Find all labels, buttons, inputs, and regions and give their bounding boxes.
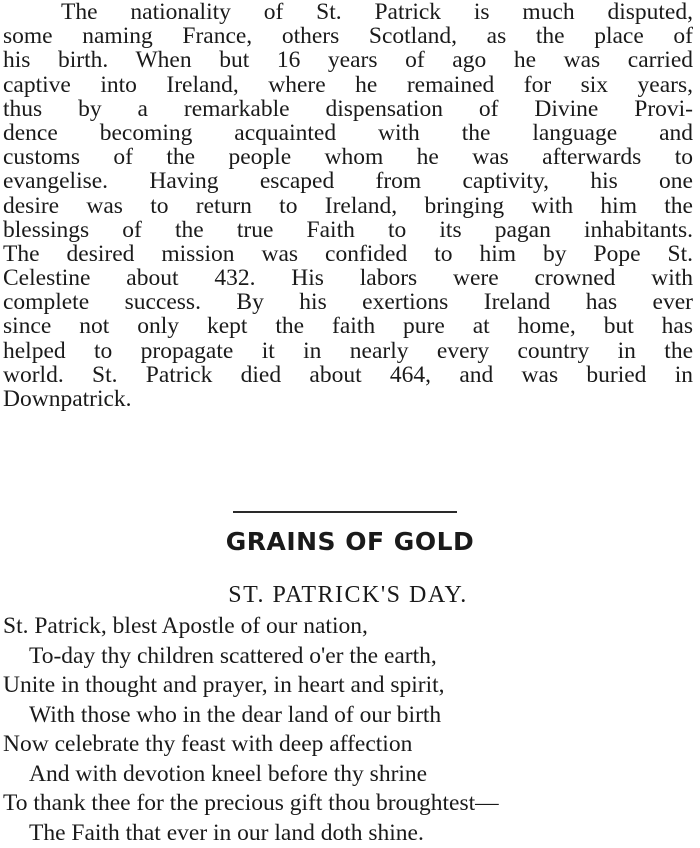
poem-stanza xyxy=(0,612,700,848)
section-divider xyxy=(233,511,457,513)
article-line: Downpatrick. xyxy=(3,387,693,411)
article-line: evangelise. Having escaped from captivity, his one xyxy=(3,169,693,193)
article-line: Celestine about 432. His labors were crowned with xyxy=(3,266,693,290)
article-line: desire was to return to Ireland, bringing with him the xyxy=(3,194,693,218)
article-line: blessings of the true Faith to its pagan inhabitants. xyxy=(3,218,693,242)
article-line: The nationality of St. Patrick is much disputed, xyxy=(3,0,693,24)
article-line: his birth. When but 16 years of ago he was carried xyxy=(3,48,693,72)
poem-line: And with devotion kneel before thy shrine xyxy=(0,760,700,790)
poem-line: To-day thy children scattered o'er the earth, xyxy=(0,642,700,672)
poem-line: Unite in thought and prayer, in heart and spirit, xyxy=(0,671,700,701)
article-line: The desired mission was confided to him by Pope St. xyxy=(3,242,693,266)
article-line: captive into Ireland, where he remained for six years, xyxy=(3,73,693,97)
article-paragraph xyxy=(3,0,693,411)
poem-title: ST. PATRICK'S DAY. xyxy=(0,578,696,612)
section-heading: GRAINS OF GOLD xyxy=(0,522,700,562)
article-line: some naming France, others Scotland, as the place of xyxy=(3,24,693,48)
article-line: since not only kept the faith pure at home, but has xyxy=(3,314,693,338)
article-line: complete success. By his exertions Ireland has ever xyxy=(3,290,693,314)
poem-line: St. Patrick, blest Apostle of our nation, xyxy=(0,612,700,642)
article-line: world. St. Patrick died about 464, and was buried in xyxy=(3,363,693,387)
poem-line: To thank thee for the precious gift thou broughtest— xyxy=(0,789,700,819)
poem-line: The Faith that ever in our land doth shine. xyxy=(0,819,700,848)
article-line: customs of the people whom he was afterwards to xyxy=(3,145,693,169)
article-line: helped to propagate it in nearly every country in the xyxy=(3,339,693,363)
poem-line: Now celebrate thy feast with deep affection xyxy=(0,730,700,760)
poem-line: With those who in the dear land of our birth xyxy=(0,701,700,731)
article-line: thus by a remarkable dispensation of Divine Provi- xyxy=(3,97,693,121)
article-line: dence becoming acquainted with the language and xyxy=(3,121,693,145)
